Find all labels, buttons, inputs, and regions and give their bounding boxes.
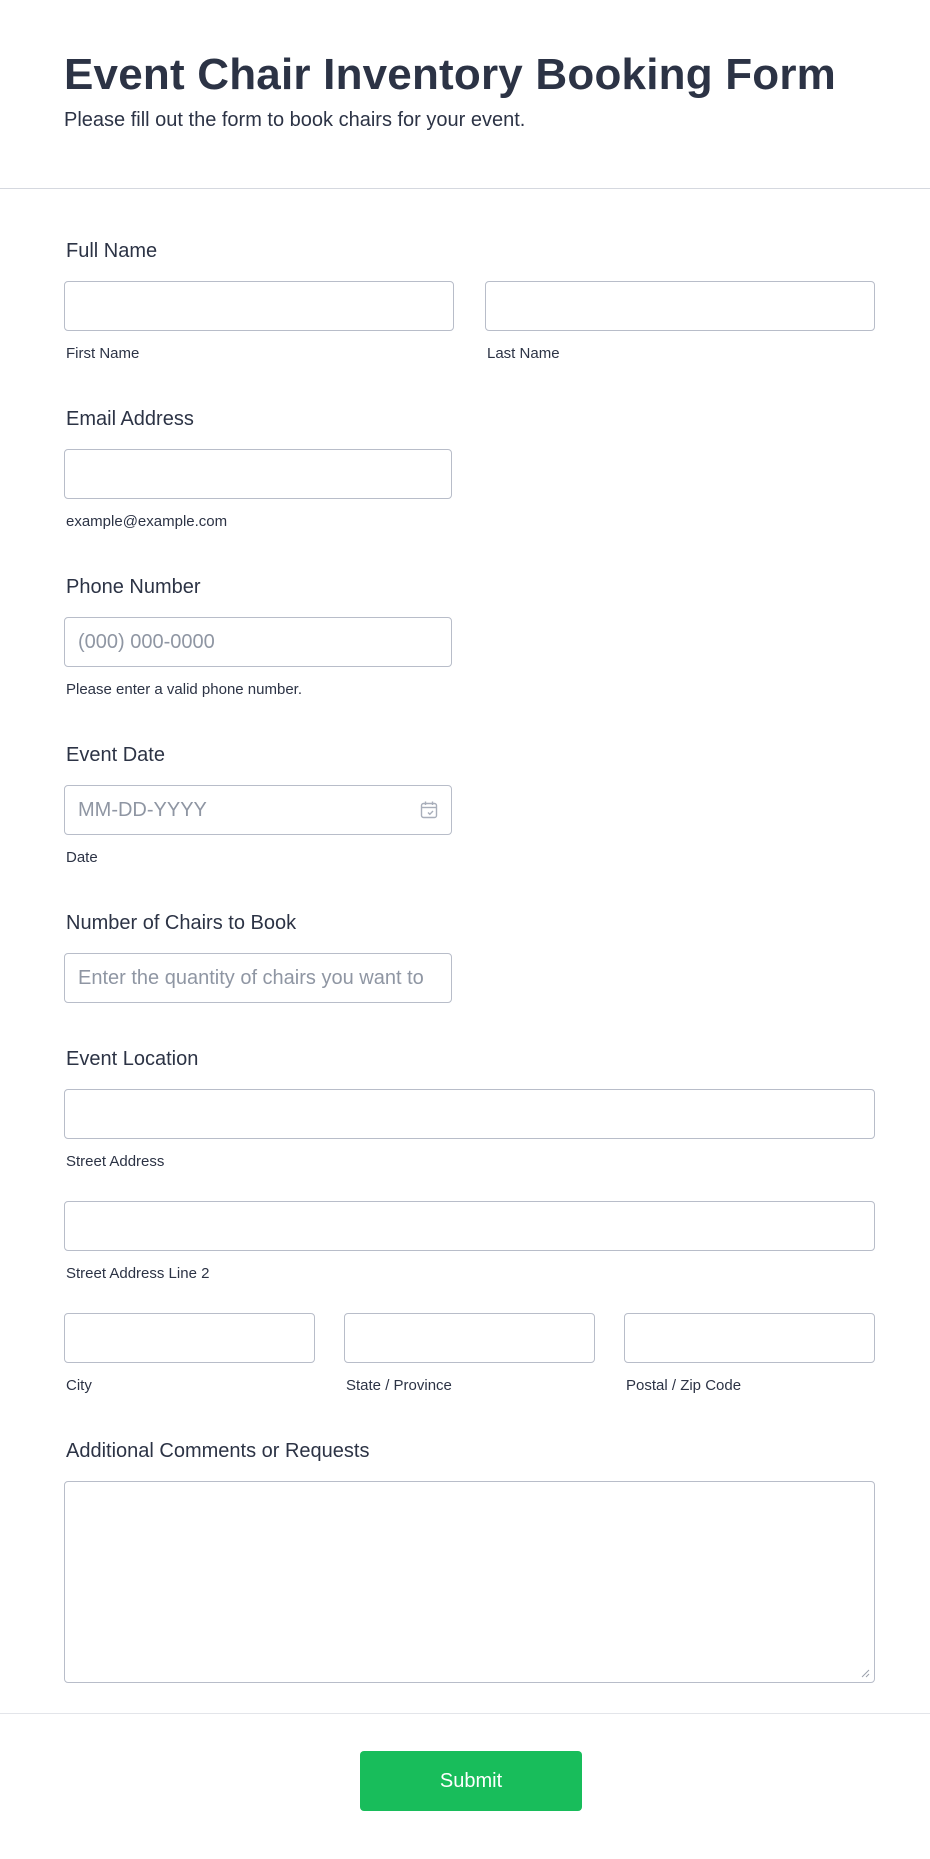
phone-input[interactable] xyxy=(64,617,452,667)
comments-label: Additional Comments or Requests xyxy=(66,1440,370,1462)
event-date-input[interactable] xyxy=(64,785,452,835)
state-province-input[interactable] xyxy=(344,1313,595,1363)
comments-textarea[interactable] xyxy=(64,1481,875,1683)
postal-zip-sublabel: Postal / Zip Code xyxy=(626,1377,742,1394)
footer-divider xyxy=(0,1713,930,1714)
street-address-line2-sublabel: Street Address Line 2 xyxy=(66,1265,210,1282)
calendar-icon[interactable] xyxy=(419,800,439,820)
full-name-label: Full Name xyxy=(66,240,158,262)
postal-zip-input[interactable] xyxy=(624,1313,875,1363)
email-input[interactable] xyxy=(64,449,452,499)
event-date-label: Event Date xyxy=(66,744,165,766)
resize-handle-icon[interactable] xyxy=(860,1668,870,1678)
email-sublabel: example@example.com xyxy=(66,513,228,530)
email-label: Email Address xyxy=(66,408,194,430)
street-address-sublabel: Street Address xyxy=(66,1153,165,1170)
city-sublabel: City xyxy=(66,1377,92,1394)
phone-sublabel: Please enter a valid phone number. xyxy=(66,681,302,698)
submit-button[interactable]: Submit xyxy=(360,1751,582,1811)
chairs-quantity-input[interactable] xyxy=(64,953,452,1003)
city-input[interactable] xyxy=(64,1313,315,1363)
first-name-sublabel: First Name xyxy=(66,345,140,362)
state-province-sublabel: State / Province xyxy=(346,1377,452,1394)
first-name-input[interactable] xyxy=(64,281,454,331)
event-date-sublabel: Date xyxy=(66,849,98,866)
chairs-label: Number of Chairs to Book xyxy=(66,912,297,934)
street-address-line2-input[interactable] xyxy=(64,1201,875,1251)
form-header xyxy=(0,0,930,189)
last-name-sublabel: Last Name xyxy=(487,345,560,362)
form-title: Event Chair Inventory Booking Form xyxy=(64,50,837,99)
last-name-input[interactable] xyxy=(485,281,875,331)
form-subtitle: Please fill out the form to book chairs for your event. xyxy=(64,109,526,131)
phone-label: Phone Number xyxy=(66,576,201,598)
event-location-label: Event Location xyxy=(66,1048,199,1070)
street-address-input[interactable] xyxy=(64,1089,875,1139)
